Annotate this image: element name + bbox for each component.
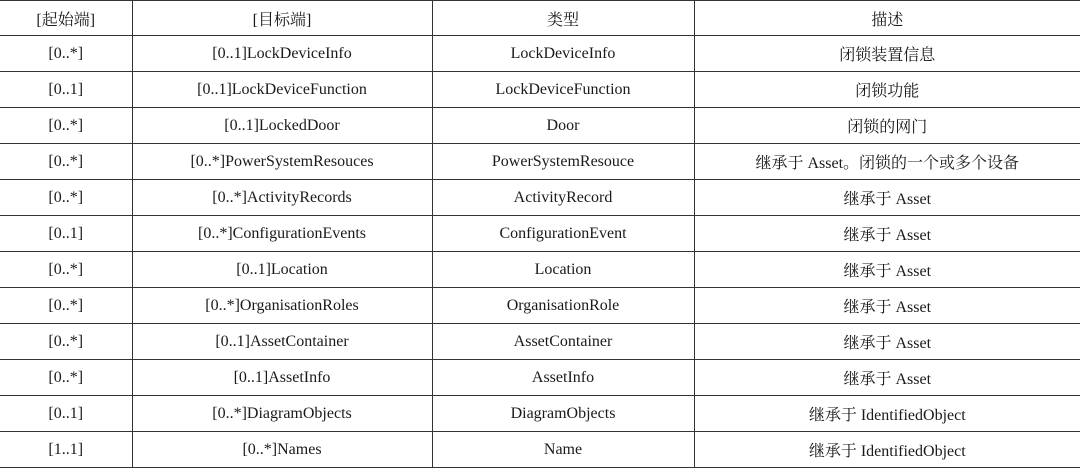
cell-source-end: [0..*] xyxy=(0,288,132,324)
header-type: 类型 xyxy=(432,1,694,36)
cell-source-end: [0..*] xyxy=(0,144,132,180)
table-row xyxy=(0,432,1080,468)
table-row xyxy=(0,144,1080,180)
cell-type: AssetInfo xyxy=(432,360,694,396)
table-row xyxy=(0,288,1080,324)
cell-target-end: [0..1]Location xyxy=(132,252,432,288)
cell-description: 继承于 Asset xyxy=(694,216,1080,252)
cell-description: 继承于 Asset。闭锁的一个或多个设备 xyxy=(694,144,1080,180)
cell-type: AssetContainer xyxy=(432,324,694,360)
cell-type: Door xyxy=(432,108,694,144)
header-description: 描述 xyxy=(694,1,1080,36)
cell-source-end: [0..*] xyxy=(0,180,132,216)
cell-description: 继承于 IdentifiedObject xyxy=(694,432,1080,468)
cell-target-end: [0..*]ConfigurationEvents xyxy=(132,216,432,252)
cell-type: ConfigurationEvent xyxy=(432,216,694,252)
cell-target-end: [0..1]AssetInfo xyxy=(132,360,432,396)
cell-target-end: [0..*]Names xyxy=(132,432,432,468)
cell-source-end: [0..*] xyxy=(0,36,132,72)
cell-source-end: [0..*] xyxy=(0,252,132,288)
cell-source-end: [0..*] xyxy=(0,324,132,360)
cell-target-end: [0..1]LockDeviceInfo xyxy=(132,36,432,72)
cell-type: Location xyxy=(432,252,694,288)
cell-target-end: [0..1]LockDeviceFunction xyxy=(132,72,432,108)
cell-description: 继承于 Asset xyxy=(694,360,1080,396)
cell-target-end: [0..*]PowerSystemResouces xyxy=(132,144,432,180)
cell-description: 闭锁的网门 xyxy=(694,108,1080,144)
cell-source-end: [0..*] xyxy=(0,360,132,396)
cell-type: DiagramObjects xyxy=(432,396,694,432)
cell-target-end: [0..*]OrganisationRoles xyxy=(132,288,432,324)
cell-type: LockDeviceInfo xyxy=(432,36,694,72)
header-row xyxy=(0,1,1080,36)
cell-source-end: [0..1] xyxy=(0,396,132,432)
cell-target-end: [0..*]DiagramObjects xyxy=(132,396,432,432)
cell-type: LockDeviceFunction xyxy=(432,72,694,108)
cell-target-end: [0..1]LockedDoor xyxy=(132,108,432,144)
header-source-end: [起始端] xyxy=(0,1,132,36)
header-target-end: [目标端] xyxy=(132,1,432,36)
cell-type: OrganisationRole xyxy=(432,288,694,324)
cell-source-end: [0..1] xyxy=(0,216,132,252)
table-row xyxy=(0,216,1080,252)
cell-description: 继承于 Asset xyxy=(694,180,1080,216)
cell-source-end: [0..*] xyxy=(0,108,132,144)
cell-target-end: [0..1]AssetContainer xyxy=(132,324,432,360)
table-row xyxy=(0,396,1080,432)
cell-description: 继承于 Asset xyxy=(694,288,1080,324)
cell-type: PowerSystemResouce xyxy=(432,144,694,180)
cell-description: 继承于 Asset xyxy=(694,252,1080,288)
cell-description: 闭锁装置信息 xyxy=(694,36,1080,72)
cell-source-end: [1..1] xyxy=(0,432,132,468)
table-row xyxy=(0,360,1080,396)
table-row xyxy=(0,252,1080,288)
table-row xyxy=(0,72,1080,108)
cell-description: 继承于 Asset xyxy=(694,324,1080,360)
cell-description: 继承于 IdentifiedObject xyxy=(694,396,1080,432)
table-row xyxy=(0,36,1080,72)
cell-type: ActivityRecord xyxy=(432,180,694,216)
table-row xyxy=(0,180,1080,216)
cell-description: 闭锁功能 xyxy=(694,72,1080,108)
cell-type: Name xyxy=(432,432,694,468)
table-row xyxy=(0,324,1080,360)
cell-target-end: [0..*]ActivityRecords xyxy=(132,180,432,216)
cell-source-end: [0..1] xyxy=(0,72,132,108)
table-row xyxy=(0,108,1080,144)
